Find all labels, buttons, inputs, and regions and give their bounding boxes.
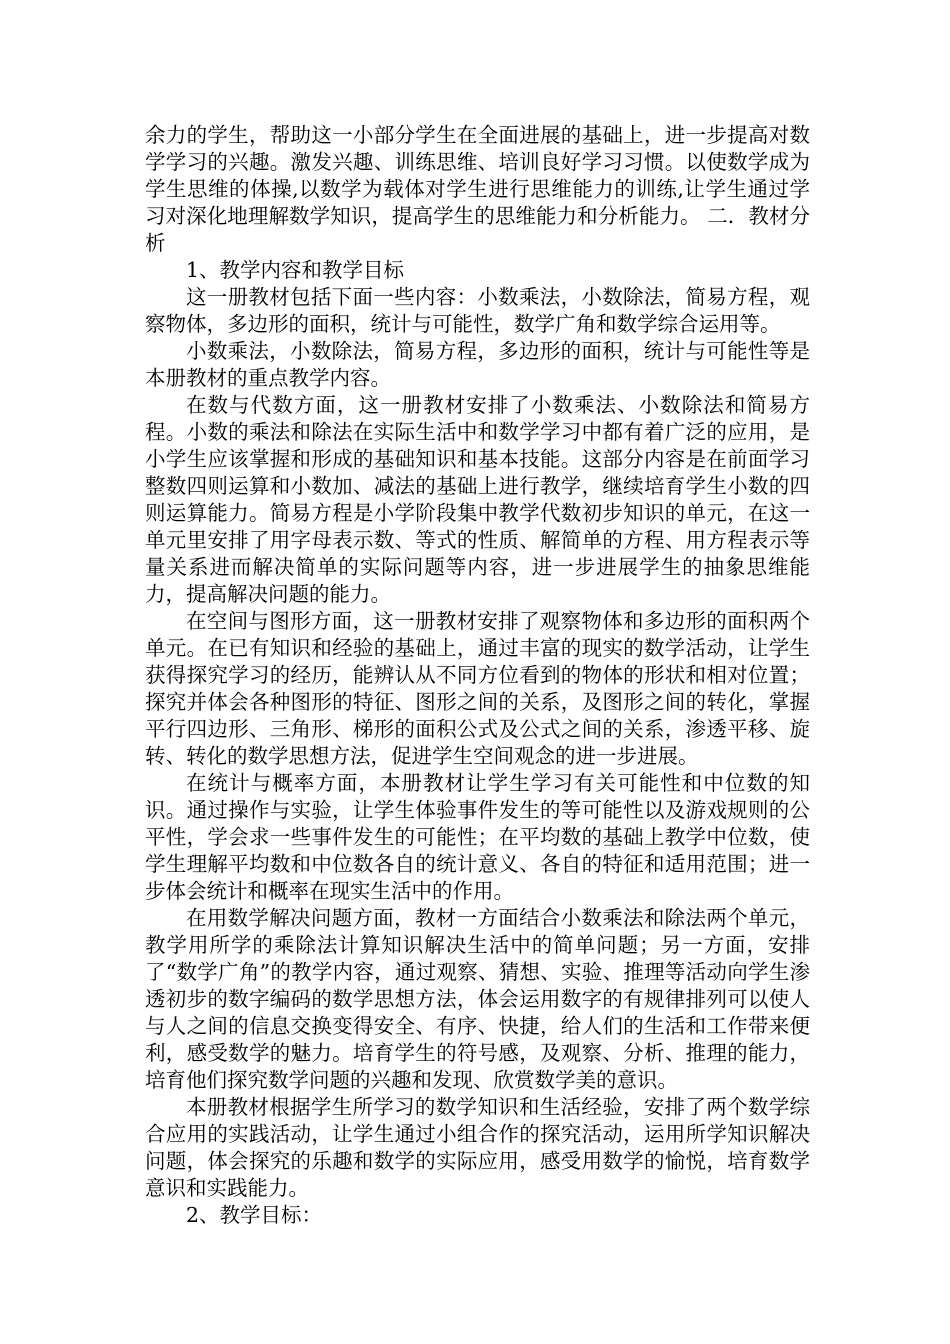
section-heading-teaching-goals: 2、教学目标： xyxy=(186,1203,323,1227)
paragraph-practice-activities: 本册教材根据学生所学习的数学知识和生活经验，安排了两个数学综合应用的实践活动，让学生通过小组合作的探究活动，运用所学知识解决问题，体会探究的乐趣和数学的实际应用，感受用数学的愉悦，培育数学意识和实践能力。 xyxy=(145,1095,810,1200)
paragraph-problem-solving: 在用数学解决问题方面，教材一方面结合小数乘法和除法两个单元，教学用所学的乘除法计算知识解决生活中的简单问题；另一方面，安排了“数学广角”的教学内容，通过观察、猜想、实验、推理等活动向学生渗透初步的数字编码的数学思想方法，体会运用数字的有规律排列可以使人与人之间的信息交换变得安全、有序、快捷，给人们的生活和工作带来便利，感受数学的魅力。培育学生的符号感，及观察、分析、推理的能力，培育他们探究数学问题的兴趣和发现、欣赏数学美的意识。 xyxy=(145,906,810,1092)
section-heading-teaching-content: 1、教学内容和教学目标 xyxy=(186,258,405,282)
paragraph-statistics-probability: 在统计与概率方面，本册教材让学生学习有关可能性和中位数的知识。通过操作与实验，让学生体验事件发生的等可能性以及游戏规则的公平性，学会求一些事件发生的可能性；在平均数的基础上教学中位数，使学生理解平均数和中位数各自的统计意义、各自的特征和适用范围；进一步体会统计和概率在现实生活中的作用。 xyxy=(145,771,810,903)
paragraph-number-algebra: 在数与代数方面，这一册教材安排了小数乘法、小数除法和简易方程。小数的乘法和除法在实际生活中和数学学习中都有着广泛的应用，是小学生应该掌握和形成的基础知识和基本技能。这部分内容是在前面学习整数四则运算和小数加、减法的基础上进行教学，继续培育学生小数的四则运算能力。简易方程是小学阶段集中教学代数初步知识的单元，在这一单元里安排了用字母表示数、等式的性质、解简单的方程、用方程表示等量关系进而解决简单的实际问题等内容，进一步进展学生的抽象思维能力，提高解决问题的能力。 xyxy=(145,393,810,606)
document-page xyxy=(145,122,810,1229)
paragraph-intro-continuation: 余力的学生，帮助这一小部分学生在全面进展的基础上，进一步提高对数学学习的兴趣。激发兴趣、训练思维、培训良好学习习惯。以使数学成为学生思维的体操,以数学为载体对学生进行思维能力的训练,让学生通过学习对深化地理解数学知识，提高学生的思维能力和分析能力。 二．教材分析 xyxy=(145,123,810,255)
paragraph-content-overview: 这一册教材包括下面一些内容：小数乘法，小数除法，简易方程，观察物体，多边形的面积，统计与可能性，数学广角和数学综合运用等。 xyxy=(145,285,810,336)
paragraph-key-content: 小数乘法，小数除法，简易方程，多边形的面积，统计与可能性等是本册教材的重点教学内容。 xyxy=(145,339,810,390)
paragraph-space-geometry: 在空间与图形方面，这一册教材安排了观察物体和多边形的面积两个单元。在已有知识和经验的基础上，通过丰富的现实的数学活动，让学生获得探究学习的经历，能辨认从不同方位看到的物体的形状和相对位置；探究并体会各种图形的特征、图形之间的关系，及图形之间的转化，掌握平行四边形、三角形、梯形的面积公式及公式之间的关系，渗透平移、旋转、转化的数学思想方法，促进学生空间观念的进一步进展。 xyxy=(145,609,810,768)
